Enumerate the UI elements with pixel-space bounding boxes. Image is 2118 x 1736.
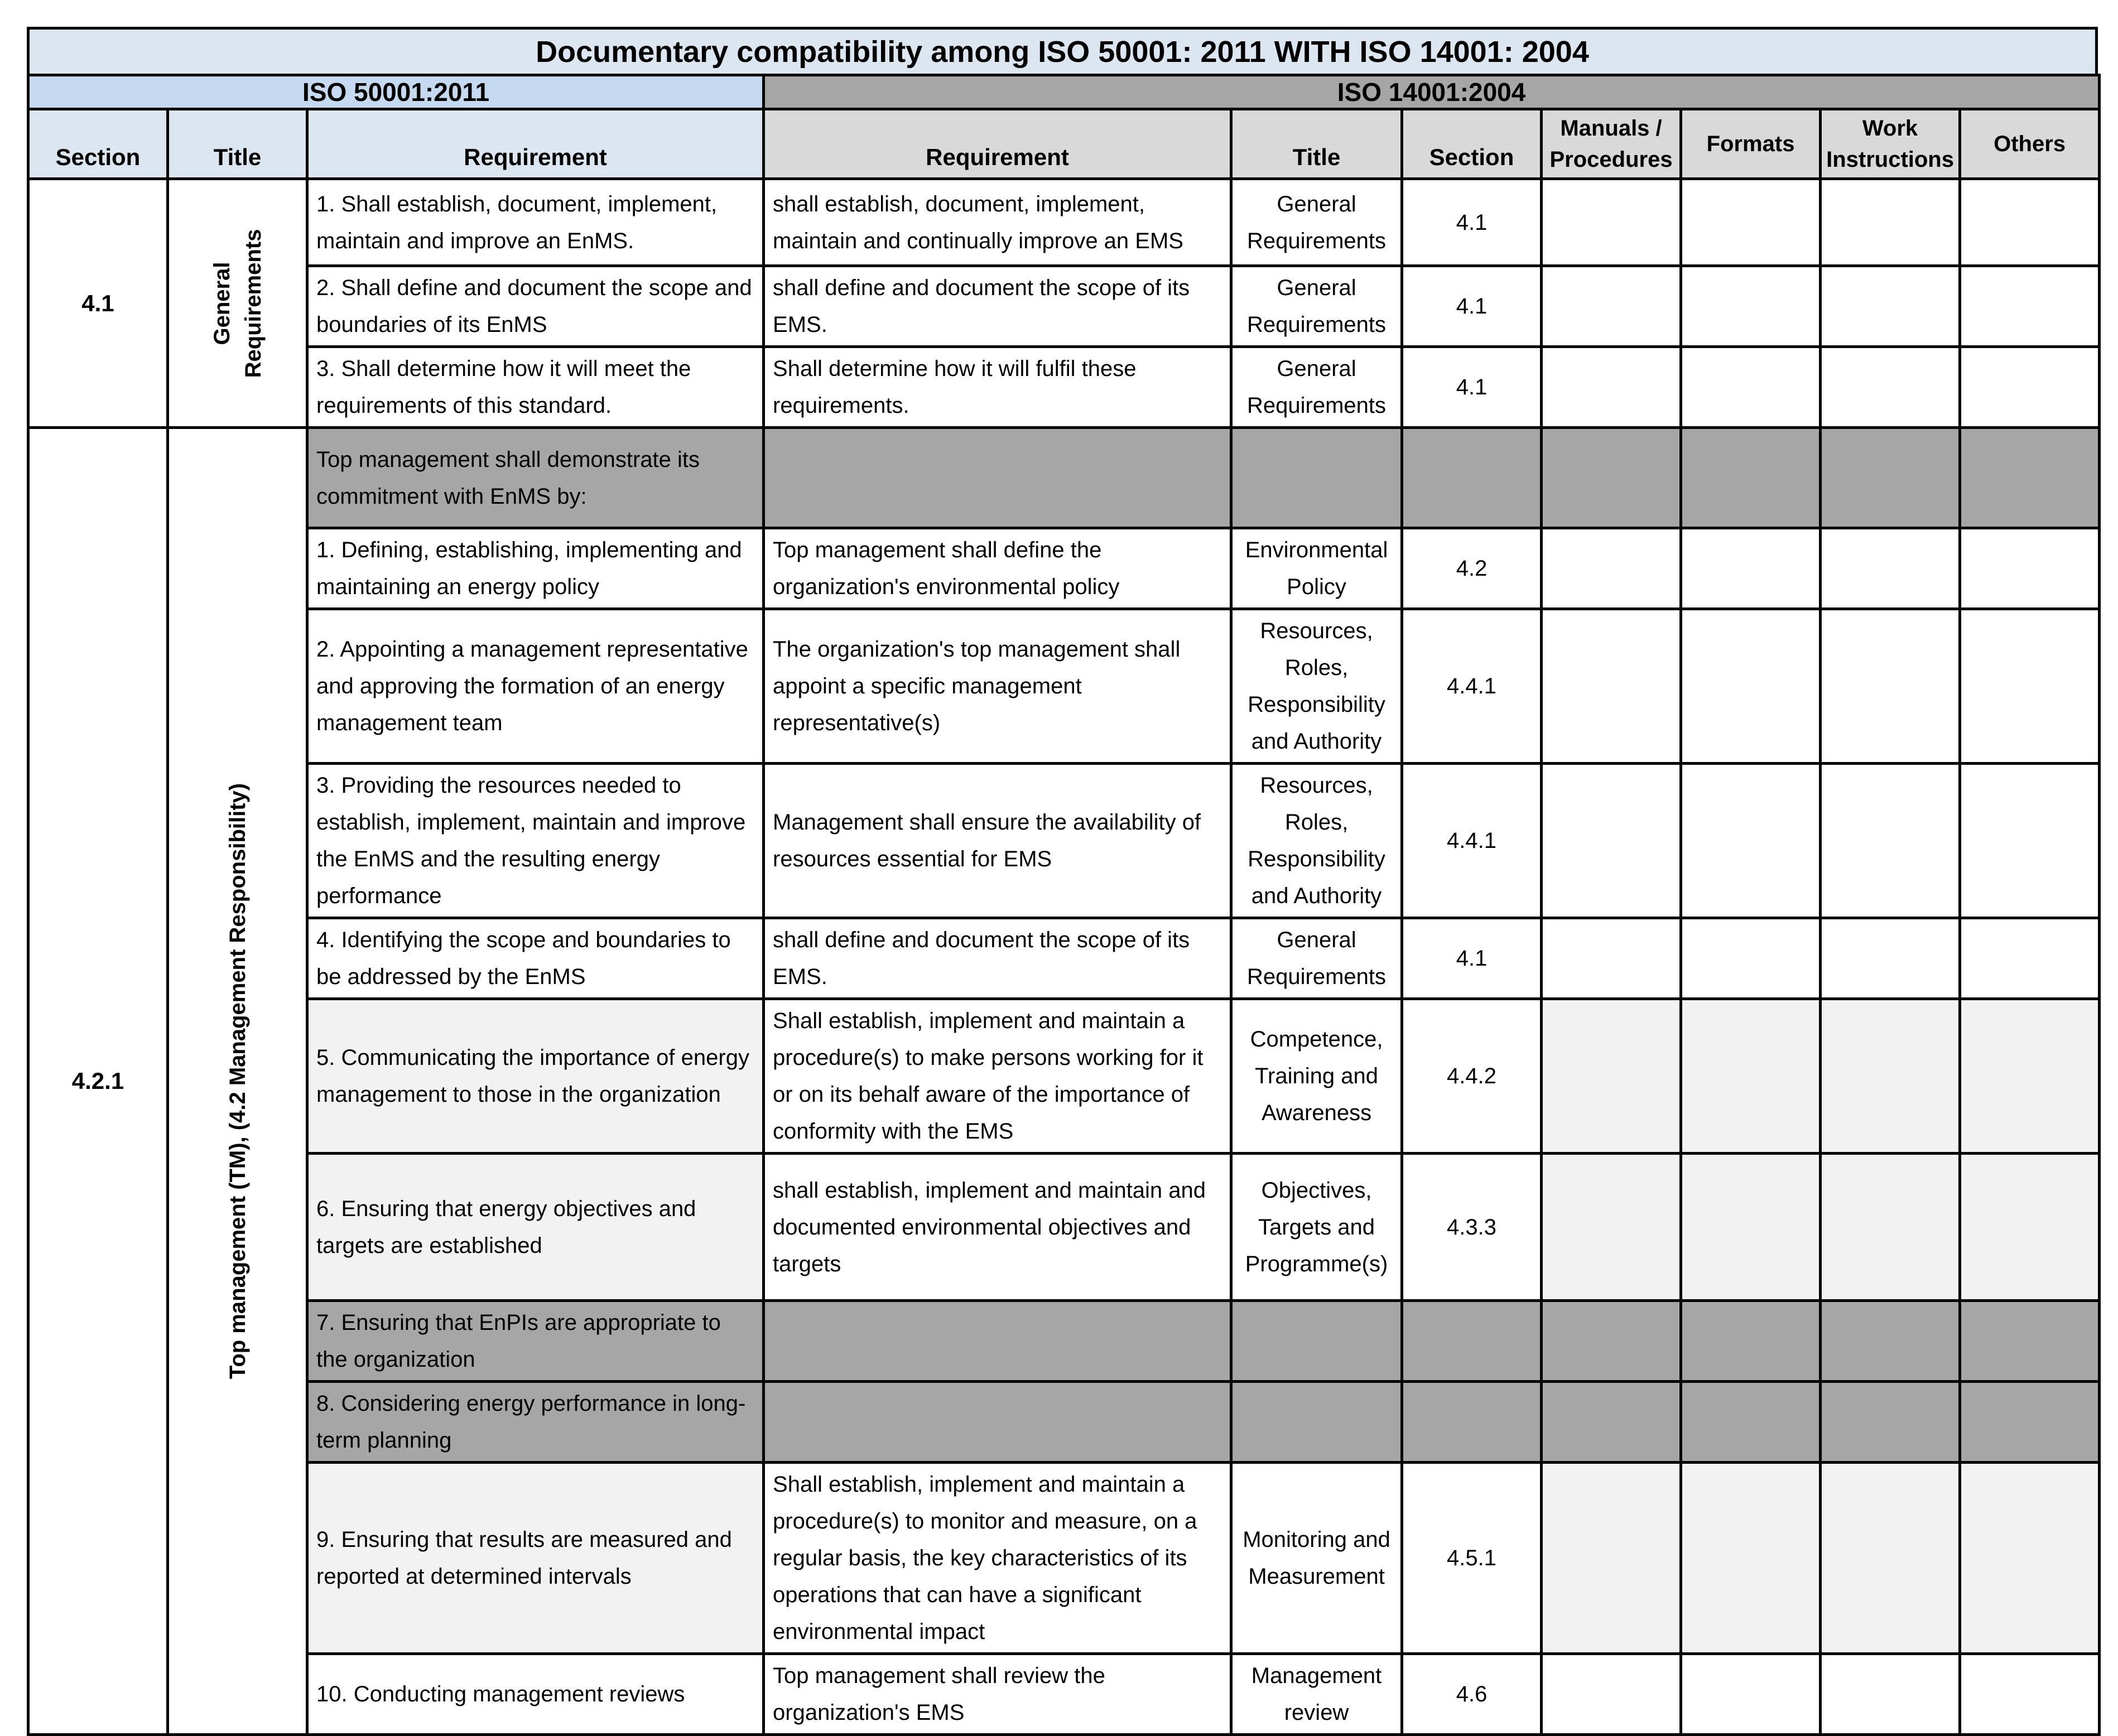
table-row <box>28 266 2100 347</box>
others-cell[interactable] <box>1960 1654 2100 1735</box>
compatibility-table <box>27 74 2101 1736</box>
manuals-cell[interactable] <box>1542 999 1681 1154</box>
req14-cell: shall define and document the scope of its EMS. <box>764 918 1231 999</box>
req50-cell: 1. Defining, establishing, implementing and maintaining an energy policy <box>307 528 764 609</box>
req14-cell <box>764 1382 1231 1463</box>
manuals-cell[interactable] <box>1542 1154 1681 1301</box>
header-others: Others <box>1960 109 2100 179</box>
title14-cell: Monitoring and Measurement <box>1231 1463 1402 1654</box>
table-title: Documentary compatibility among ISO 50001: 2011 WITH ISO 14001: 2004 <box>27 27 2098 74</box>
formats-cell[interactable] <box>1681 1154 1821 1301</box>
section14-cell: 4.1 <box>1402 179 1542 266</box>
table-row <box>28 1463 2100 1654</box>
formats-cell[interactable] <box>1681 1382 1821 1463</box>
table-row <box>28 1382 2100 1463</box>
table-row <box>28 1654 2100 1735</box>
work-cell[interactable] <box>1821 1154 1960 1301</box>
section14-cell: 4.2 <box>1402 528 1542 609</box>
req14-cell: Top management shall define the organization's environmental policy <box>764 528 1231 609</box>
req50-cell: 5. Communicating the importance of energy management to those in the organization <box>307 999 764 1154</box>
req14-cell: Top management shall review the organization's EMS <box>764 1654 1231 1735</box>
compatibility-table-frame <box>27 27 2098 1736</box>
manuals-cell[interactable] <box>1542 428 1681 528</box>
section14-cell: 4.1 <box>1402 266 1542 347</box>
others-cell[interactable] <box>1960 347 2100 428</box>
req50-cell: 2. Shall define and document the scope and boundaries of its EnMS <box>307 266 764 347</box>
section14-cell <box>1402 1382 1542 1463</box>
title-top-management-text: Top management (TM), (4.2 Management Responsibility) <box>225 783 250 1380</box>
manuals-cell[interactable] <box>1542 1463 1681 1654</box>
req14-cell: shall define and document the scope of its EMS. <box>764 266 1231 347</box>
work-cell[interactable] <box>1821 764 1960 918</box>
header-manuals-procedures: Manuals / Procedures <box>1542 109 1681 179</box>
work-cell[interactable] <box>1821 918 1960 999</box>
req50-cell: 6. Ensuring that energy objectives and targets are established <box>307 1154 764 1301</box>
others-cell[interactable] <box>1960 609 2100 764</box>
req50-cell: 7. Ensuring that EnPIs are appropriate to the organization <box>307 1301 764 1382</box>
work-cell[interactable] <box>1821 609 1960 764</box>
table-row <box>28 918 2100 999</box>
formats-cell[interactable] <box>1681 1463 1821 1654</box>
req14-cell: Management shall ensure the availability of resources essential for EMS <box>764 764 1231 918</box>
others-cell[interactable] <box>1960 1154 2100 1301</box>
section14-cell: 4.1 <box>1402 918 1542 999</box>
header-section-left: Section <box>28 109 168 179</box>
header-formats: Formats <box>1681 109 1821 179</box>
others-cell[interactable] <box>1960 1463 2100 1654</box>
formats-cell[interactable] <box>1681 266 1821 347</box>
table-row <box>28 999 2100 1154</box>
others-cell[interactable] <box>1960 266 2100 347</box>
header-work-instructions: Work Instructions <box>1821 109 1960 179</box>
work-cell[interactable] <box>1821 1463 1960 1654</box>
others-cell[interactable] <box>1960 918 2100 999</box>
title14-cell <box>1231 1382 1402 1463</box>
table-row <box>28 428 2100 528</box>
work-cell[interactable] <box>1821 266 1960 347</box>
column-header-row <box>28 109 2100 179</box>
req50-cell: 8. Considering energy performance in long-term planning <box>307 1382 764 1463</box>
formats-cell[interactable] <box>1681 918 1821 999</box>
formats-cell[interactable] <box>1681 528 1821 609</box>
header-requirement-right: Requirement <box>764 109 1231 179</box>
iso50001-group-header: ISO 50001:2011 <box>28 75 764 109</box>
others-cell[interactable] <box>1960 999 2100 1154</box>
section14-cell: 4.4.2 <box>1402 999 1542 1154</box>
title14-cell <box>1231 1301 1402 1382</box>
others-cell[interactable] <box>1960 179 2100 266</box>
section14-cell: 4.3.3 <box>1402 1154 1542 1301</box>
others-cell[interactable] <box>1960 1301 2100 1382</box>
formats-cell[interactable] <box>1681 1301 1821 1382</box>
title-top-management <box>168 428 307 1735</box>
req50-cell: 10. Conducting management reviews <box>307 1654 764 1735</box>
title14-cell: Objectives, Targets and Programme(s) <box>1231 1154 1402 1301</box>
manuals-cell[interactable] <box>1542 528 1681 609</box>
req14-cell: shall establish, document, implement, maintain and continually improve an EMS <box>764 179 1231 266</box>
title14-cell: Environmental Policy <box>1231 528 1402 609</box>
formats-cell[interactable] <box>1681 1654 1821 1735</box>
manuals-cell[interactable] <box>1542 764 1681 918</box>
table-row <box>28 1301 2100 1382</box>
header-title-right: Title <box>1231 109 1402 179</box>
title14-cell: General Requirements <box>1231 266 1402 347</box>
req50-cell: 4. Identifying the scope and boundaries to be addressed by the EnMS <box>307 918 764 999</box>
req14-cell: shall establish, implement and maintain and documented environmental objectives and targets <box>764 1154 1231 1301</box>
req50-cell: 1. Shall establish, document, implement, maintain and improve an EnMS. <box>307 179 764 266</box>
iso14001-group-header: ISO 14001:2004 <box>764 75 2100 109</box>
manuals-cell[interactable] <box>1542 1382 1681 1463</box>
others-cell[interactable] <box>1960 428 2100 528</box>
table-row <box>28 347 2100 428</box>
formats-cell[interactable] <box>1681 179 1821 266</box>
header-title-left: Title <box>168 109 307 179</box>
formats-cell[interactable] <box>1681 999 1821 1154</box>
req14-cell <box>764 428 1231 528</box>
req14-cell <box>764 1301 1231 1382</box>
section14-cell: 4.4.1 <box>1402 764 1542 918</box>
formats-cell[interactable] <box>1681 609 1821 764</box>
req50-cell: Top management shall demonstrate its commitment with EnMS by: <box>307 428 764 528</box>
header-requirement-left: Requirement <box>307 109 764 179</box>
work-cell[interactable] <box>1821 1654 1960 1735</box>
title-general-requirements-text: General Requirements <box>209 229 266 378</box>
table-row <box>28 764 2100 918</box>
manuals-cell[interactable] <box>1542 1301 1681 1382</box>
others-cell[interactable] <box>1960 1382 2100 1463</box>
work-cell[interactable] <box>1821 179 1960 266</box>
table-row <box>28 609 2100 764</box>
title14-cell: Resources, Roles, Responsibility and Authority <box>1231 764 1402 918</box>
section14-cell: 4.5.1 <box>1402 1463 1542 1654</box>
work-cell[interactable] <box>1821 1301 1960 1382</box>
others-cell[interactable] <box>1960 528 2100 609</box>
section14-cell <box>1402 1301 1542 1382</box>
work-cell[interactable] <box>1821 1382 1960 1463</box>
manuals-cell[interactable] <box>1542 179 1681 266</box>
section14-cell: 4.1 <box>1402 347 1542 428</box>
header-section-right: Section <box>1402 109 1542 179</box>
table-row <box>28 528 2100 609</box>
manuals-cell[interactable] <box>1542 918 1681 999</box>
section14-cell: 4.6 <box>1402 1654 1542 1735</box>
title14-cell: General Requirements <box>1231 918 1402 999</box>
req14-cell: The organization's top management shall appoint a specific management representative(s) <box>764 609 1231 764</box>
manuals-cell[interactable] <box>1542 609 1681 764</box>
req14-cell: Shall determine how it will fulfil these requirements. <box>764 347 1231 428</box>
others-cell[interactable] <box>1960 764 2100 918</box>
title14-cell: Competence, Training and Awareness <box>1231 999 1402 1154</box>
section14-cell <box>1402 428 1542 528</box>
section-4-2-1: 4.2.1 <box>28 428 168 1735</box>
req14-cell: Shall establish, implement and maintain a procedure(s) to monitor and measure, on a regular basis, the key characteristics of its operations that can have a significant environmental impact <box>764 1463 1231 1654</box>
work-cell[interactable] <box>1821 428 1960 528</box>
title14-cell: General Requirements <box>1231 179 1402 266</box>
req50-cell: 2. Appointing a management representative and approving the formation of an energy management team <box>307 609 764 764</box>
work-cell[interactable] <box>1821 999 1960 1154</box>
req50-cell: 3. Providing the resources needed to establish, implement, maintain and improve the EnMS and the resulting energy performance <box>307 764 764 918</box>
req50-cell: 9. Ensuring that results are measured and reported at determined intervals <box>307 1463 764 1654</box>
manuals-cell[interactable] <box>1542 1654 1681 1735</box>
title14-cell: Management review <box>1231 1654 1402 1735</box>
title14-cell: General Requirements <box>1231 347 1402 428</box>
manuals-cell[interactable] <box>1542 347 1681 428</box>
formats-cell[interactable] <box>1681 347 1821 428</box>
title-general-requirements <box>168 179 307 428</box>
req14-cell: Shall establish, implement and maintain a procedure(s) to make persons working for it or on its behalf aware of the importance of conformity with the EMS <box>764 999 1231 1154</box>
title14-cell: Resources, Roles, Responsibility and Authority <box>1231 609 1402 764</box>
section-4-1: 4.1 <box>28 179 168 428</box>
title14-cell <box>1231 428 1402 528</box>
formats-cell[interactable] <box>1681 764 1821 918</box>
group-header-row <box>28 75 2100 109</box>
table-row <box>28 1154 2100 1301</box>
req50-cell: 3. Shall determine how it will meet the requirements of this standard. <box>307 347 764 428</box>
manuals-cell[interactable] <box>1542 266 1681 347</box>
table-row <box>28 179 2100 266</box>
work-cell[interactable] <box>1821 347 1960 428</box>
formats-cell[interactable] <box>1681 428 1821 528</box>
section14-cell: 4.4.1 <box>1402 609 1542 764</box>
work-cell[interactable] <box>1821 528 1960 609</box>
